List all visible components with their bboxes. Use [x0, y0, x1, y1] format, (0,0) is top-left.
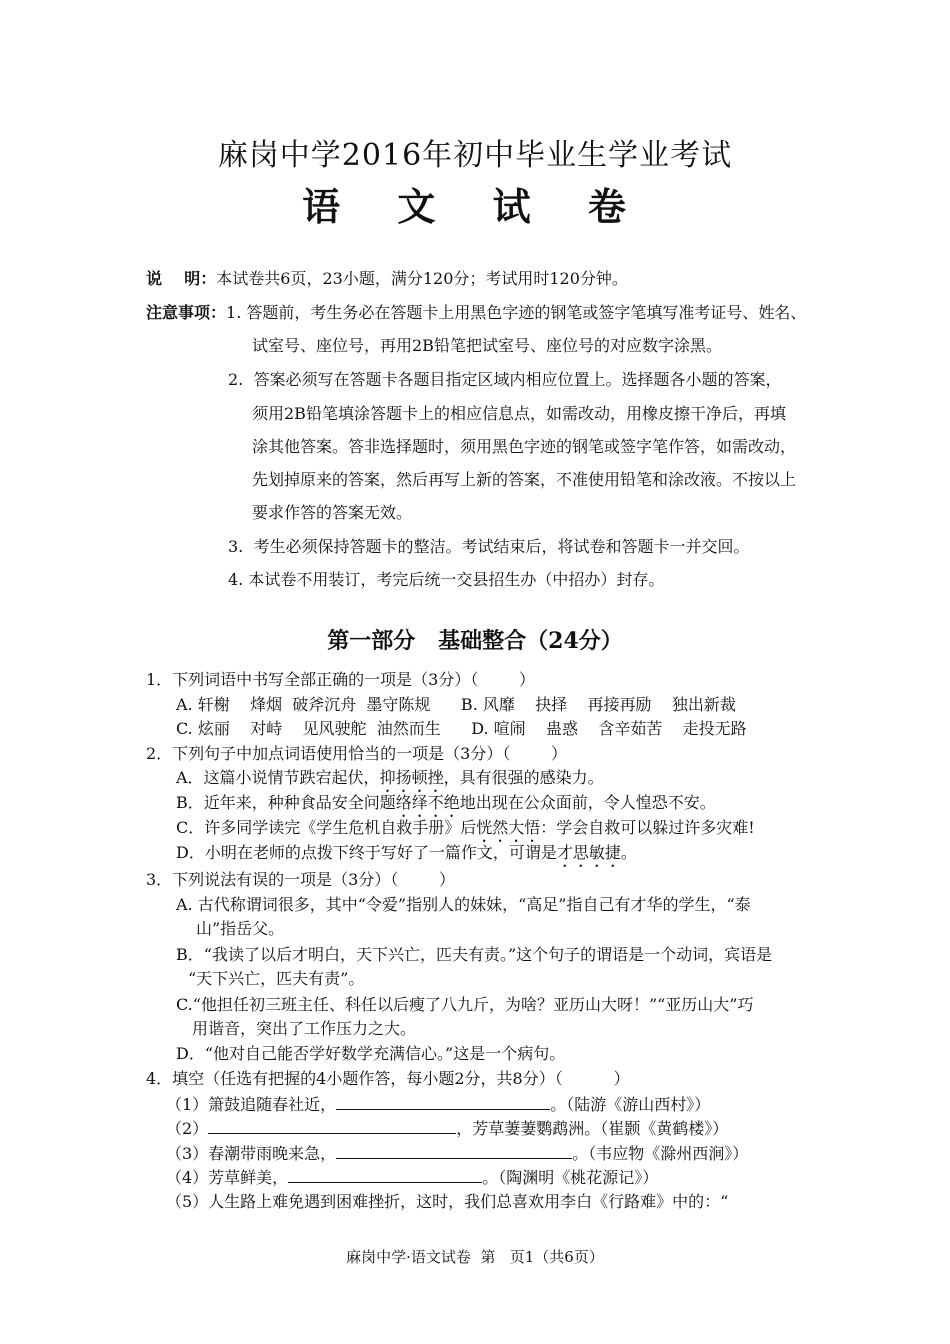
q1-stem: 1．下列词语中书写全部正确的一项是（3分）（ ）: [146, 670, 536, 689]
note-text: 本试卷共6页，23小题，满分120分；考试用时120分钟。: [216, 269, 628, 288]
attention-line-6: 先划掉原来的答案，然后再写上新的答案，不准使用铅笔和涂改液。不按以上: [252, 470, 797, 489]
q3-option-c-1: C.“他担任初三班主任、科任以后瘦了八九斤，为啥？亚历山大呀！”“亚历山大”巧: [176, 995, 754, 1014]
dotted-phrase: 络绎不绝: [395, 793, 460, 812]
q3-stem: 3．下列说法有误的一项是（3分）（ ）: [146, 870, 456, 889]
dotted-phrase: 恍然大悟: [476, 818, 541, 837]
exam-title: 语 文 试 卷: [302, 184, 648, 229]
attention-line-3: 2. 答案必须写在答题卡各题目指定区域内相应位置上。选择题各小题的答案，: [228, 370, 782, 389]
attention-line-7: 要求作答的答案无效。: [252, 503, 413, 522]
answer-blank[interactable]: [336, 1093, 550, 1110]
attention-label: 注意事项：: [146, 303, 227, 322]
q4-item-4: （4）芳草鲜美， 。（陶渊明《桃花源记》）: [166, 1168, 659, 1187]
answer-blank[interactable]: [336, 1142, 572, 1159]
q2-option-a: A．这篇小说情节跌宕起伏，抑扬顿挫，具有很强的感染力。: [176, 768, 604, 787]
q2-option-d: D．小明在老师的点拨下终于写好了一篇作文，可谓是才思敏捷。: [176, 843, 637, 862]
q3-option-a-2: 山”指岳父。: [196, 919, 285, 938]
dotted-phrase: 才思敏捷: [556, 843, 621, 862]
attention-line-8: 3. 考生必须保持答题卡的整洁。考试结束后，将试卷和答题卡一并交回。: [228, 537, 750, 556]
q4-item-2: （2） ，芳草萋萋鹦鹉洲。（崔颢《黄鹤楼》）: [166, 1119, 729, 1138]
q1-options-ab: A. 轩榭 烽烟 破斧沉舟 墨守陈规 B. 风靡 抉择 再接再励 独出新裁: [176, 695, 736, 714]
section-title: 第一部分 基础整合（24分）: [327, 628, 623, 654]
attention-item-1: 1. 答题前，考生务必在答题卡上用黑色字迹的钢笔或签字笔填写准考证号、姓名、: [226, 303, 807, 322]
q4-stem: 4．填空（任选有把握的4小题作答，每小题2分，共8分）（ ）: [146, 1069, 630, 1088]
answer-blank[interactable]: [288, 1166, 482, 1183]
q2-option-b: B．近年来，种种食品安全问题络绎不绝地出现在公众面前，令人惶恐不安。: [176, 793, 716, 812]
q3-option-d: D．“他对自己能否学好数学充满信心。”这是一个病句。: [176, 1044, 566, 1063]
q3-option-a-1: A. 古代称谓词很多，其中“令爱”指别人的妹妹，“高足”指自己有才华的学生，“泰: [176, 895, 751, 914]
dotted-phrase: 抑扬顿挫: [379, 768, 444, 787]
attention-line-4: 须用2B铅笔填涂答题卡上的相应信息点，如需改动，用橡皮擦干净后，再填: [252, 404, 786, 423]
attention-line-2: 试室号、座位号，再用2B铅笔把试室号、座位号的对应数字涂黑。: [252, 336, 722, 355]
q4-item-3: （3）春潮带雨晚来急， 。（韦应物《滁州西涧》）: [166, 1144, 749, 1163]
attention-line-9: 4. 本试卷不用装订，考完后统一交县招生办（中招办）封存。: [228, 570, 665, 589]
answer-blank[interactable]: [208, 1117, 456, 1134]
note-label: 说 明：: [146, 269, 217, 288]
q4-item-1: （1）箫鼓追随春社近， 。（陆游《游山西村》）: [166, 1095, 711, 1114]
q3-option-c-2: 用谐音，突出了工作压力之大。: [192, 1019, 417, 1038]
q3-option-b-2: “天下兴亡，匹夫有责”。: [188, 969, 365, 988]
q3-option-b-1: B．“我读了以后才明白，天下兴亡，匹夫有责。”这个句子的谓语是一个动词，宾语是: [176, 945, 773, 964]
note-line: [146, 268, 628, 290]
page-footer: 麻岗中学·语文试卷 第 页1（共6页）: [346, 1248, 604, 1266]
q4-item-5: （5）人生路上难免遇到困难挫折，这时，我们总喜欢用李白《行路难》中的：“: [166, 1192, 729, 1211]
attention-line-1: [146, 302, 806, 324]
school-title: 麻岗中学2016年初中毕业生学业考试: [217, 138, 733, 173]
q2-stem: 2．下列句子中加点词语使用恰当的一项是（3分）（ ）: [146, 744, 568, 763]
q2-option-c: C．许多同学读完《学生危机自救手册》后恍然大悟：学会自救可以躲过许多灾难!: [176, 818, 755, 837]
attention-line-5: 涂其他答案。答非选择题时，须用黑色字迹的钢笔或签字笔作答，如需改动，: [252, 437, 797, 456]
q1-options-cd: C. 炫丽 对峙 见风驶舵 油然而生 D. 喧闹 蛊惑 含辛茹苦 走投无路: [176, 719, 747, 738]
